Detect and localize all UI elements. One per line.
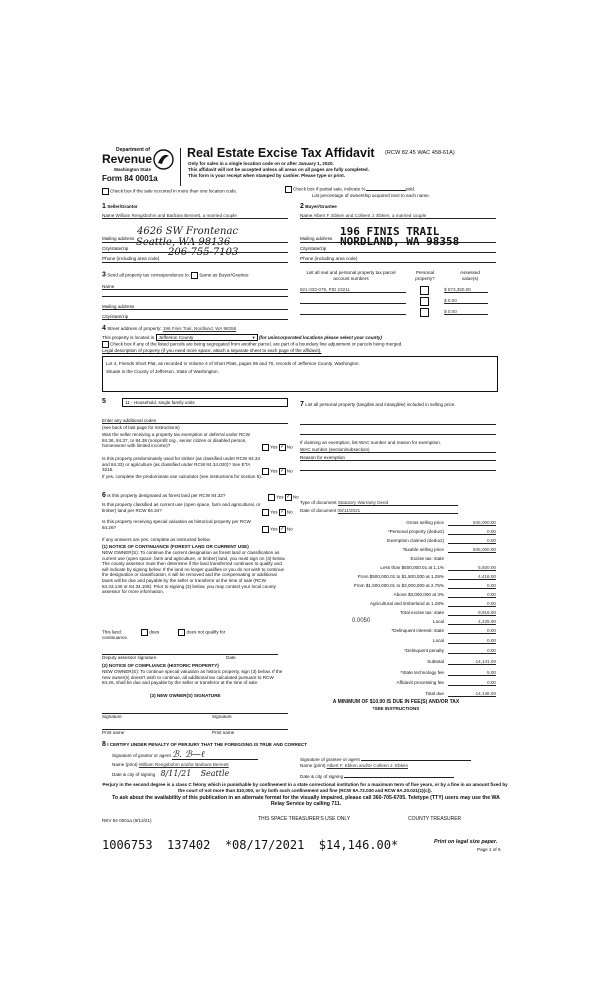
ownership-note: List percentage of ownership acquired next to each name. xyxy=(312,193,430,198)
s6q1-yes-checkbox[interactable] xyxy=(268,494,275,501)
grantor-signature-row: Signature of grantor or agent ℬ. ℬ—ℓ xyxy=(112,753,298,760)
tax-value[interactable]: 0.00 xyxy=(448,628,496,634)
see-instructions: *SEE INSTRUCTIONS xyxy=(372,706,420,711)
s6q3-yes-checkbox[interactable] xyxy=(262,526,269,533)
parcel-number[interactable] xyxy=(300,309,406,315)
section5-q2: Is this property predominately used for timber (as classified under RCW 84.34 and 84.33) or agriculture (as classified under RCW 84.34.020)? See ETA 3215. xyxy=(102,456,261,473)
section3-heading: 3 Send all property tax correspondence to: Same as Buyer/Grantee xyxy=(102,271,249,279)
accessibility-notice: To ask about the availability of this publication in an alternate format for the visually impaired, please call 360-705-6705. Teletype (TTY) users may use the WA Relay Service by calling 711. xyxy=(112,795,500,807)
tax-value[interactable]: 845,000.00 xyxy=(448,547,496,553)
local-rate[interactable]: 0.0050 xyxy=(352,618,371,624)
grantor-signature[interactable]: ℬ. ℬ—ℓ xyxy=(172,753,258,760)
tax-value[interactable]: 0.00 xyxy=(448,538,496,544)
continuance-label: continuance. xyxy=(102,635,129,640)
grantor-city[interactable]: Seattle xyxy=(200,769,230,778)
section6-q1-answer: Yes ✓ No xyxy=(268,494,299,501)
parcel-col2-header: Personal property? xyxy=(415,270,435,281)
buyer-heading: 2 Buyer/Grantee xyxy=(300,203,337,210)
personal-property-checkbox[interactable] xyxy=(420,297,429,306)
partial-sale-checkbox[interactable] xyxy=(285,186,292,193)
buyer-name: Albert F. Ebken and Colleen J. Ebken, a married couple xyxy=(313,213,427,218)
parcel-row xyxy=(300,285,496,294)
tax-value[interactable]: 0.00 xyxy=(448,583,496,589)
form-number: Form 84 0001a xyxy=(102,174,158,183)
section5-q1: Was the seller receiving a property tax exemption or deferral under RCW 84.36, 84.37, or 84.38 (nonprofit org., senior citizen or disabled person, homeowner with limited income)? xyxy=(102,432,250,449)
seller-heading: 1 Seller/Grantor xyxy=(102,203,138,210)
parcel-row xyxy=(300,296,496,305)
dept-revenue: Revenue xyxy=(102,152,153,166)
section5-q1-answer: Yes ✓ No xyxy=(262,444,293,451)
county-treasurer: COUNTY TREASURER xyxy=(408,816,462,822)
q1-yes-checkbox[interactable] xyxy=(262,444,269,451)
assessed-value[interactable]: $ 0.00 xyxy=(444,309,488,315)
header-note2: This affidavit will not be accepted unless all areas on all pages are fully completed. xyxy=(188,167,369,172)
treasurer-stamp: 1006753 137402 *08/17/2021 $14,146.00* xyxy=(102,838,399,852)
buyer-phone-row: Phone (including area code) xyxy=(300,253,496,263)
doc-date-value[interactable]: 08/11/2021 xyxy=(338,508,458,514)
minimum-due: A MINIMUM OF $10.00 IS DUE IN FEE(S) AND/OR TAX xyxy=(332,699,460,705)
multi-location-checkbox[interactable] xyxy=(102,188,109,195)
tax-value[interactable]: 0.00 xyxy=(448,680,496,686)
street-address-value[interactable]: 196 Finis Trail, Nordland, WA 98358 xyxy=(162,326,237,331)
personal-property-checkbox[interactable] xyxy=(420,286,429,295)
tax-value[interactable]: 4,225.00 xyxy=(448,619,496,625)
tax-value[interactable]: 845,000.00 xyxy=(448,520,496,526)
c2-body: NEW OWNER(S): To continue special valuation as historic property, sign (3) below. If the new owner(s) doesn't wish to continue, all additional tax calculated pursuant to RCW 84.26, shall be due and payable by the seller or transferor at the time of sale. xyxy=(102,669,283,686)
segregated-checkbox[interactable] xyxy=(102,341,109,348)
personal-property-checkbox[interactable] xyxy=(420,308,429,317)
section5-num: 5 xyxy=(102,398,106,405)
seller-phone-row: Phone (including area code) 206-755-7103 xyxy=(102,253,288,263)
legal-paper-note: Print on legal size paper. xyxy=(434,839,498,845)
treasurer-use: THIS SPACE TREASURER'S USE ONLY xyxy=(258,816,351,822)
legal-description-box[interactable] xyxy=(102,356,498,392)
section5-q2-answer: Yes ✓ No xyxy=(262,468,293,475)
s6q3-no-checkbox[interactable]: ✓ xyxy=(280,526,285,532)
does-not-checkbox[interactable] xyxy=(178,629,185,636)
legal-description-label: Legal description of property (if you need more space, attach a separate sheet to each page of the affidavit). xyxy=(102,348,322,353)
buyer-mailing-row: Mailing address 196 FINIS TRAIL xyxy=(300,233,496,243)
header-note1: Only for sales in a single location code on or after January 1, 2020. xyxy=(188,161,334,166)
section5-q2b: If yes, complete the predominate use calculator (see instructions for section 5). xyxy=(102,474,263,479)
seller-mailing-row: Mailing address 4626 SW Frontenac xyxy=(102,233,288,243)
doc-date-row: Date of document 08/11/2021 xyxy=(300,508,496,514)
seller-name-row: Name William Rengsbohm and Barbara Bennett, a married couple xyxy=(102,213,288,219)
grantee-date[interactable] xyxy=(344,772,454,778)
parcel-number[interactable] xyxy=(300,298,406,304)
reason-row: Reason for exemption xyxy=(300,455,496,461)
s6q1-no-checkbox[interactable]: ✓ xyxy=(286,494,291,500)
county-row: This property is located in Jefferson County ▼ (for unincorporated locations please select your county) xyxy=(102,335,382,340)
perjury-notice: Perjury in the second degree is a class C felony which is punishable by confinement in a state correctional institution for a maximum term of five years, or by a fine in an amount fixed by the court of not more than $10,000, or by both such confinement and fine (RCW 9A.72.030 and RCW 9A.20.021(1)(c)). xyxy=(102,782,508,793)
buyer-mailing-value[interactable]: 196 FINIS TRAIL xyxy=(340,225,440,238)
section3-blank-line xyxy=(102,296,288,297)
tax-calculation: Gross selling price 845,000.00 *Personal property (deduct) 0.00 Exemption claimed (deduct) 0.00 Taxable selling price 845,000.00 Excise tax: state Less than $500,000.01 at 1.1% 5,500.00 From $500,000.01 to $1,500,000 at 1.28% 4,416.00 From $1,500,000.01 to $3,000,000 at 2.75% 0.00 Above $3,000,000 at 3% 0.00 Agricultural and timberland at 1.28% 0.00 Total excise tax: state 9,916.00 0.0050 Local 4,225.00 *Delinquent interest: state 0.00 Local 0.00 *Delinquent penalty 0.00 Subtotal 14,141.00 *State technology fee 5.00 Affidavit processing fee 0.00 Total due 14,146.00 A MINIMUM OF $10.00 IS DUE IN FEE(S) AND/OR TAX *SEE INSTRUCTIONS xyxy=(296,520,496,750)
assessed-value[interactable]: $ 573,350.00 xyxy=(444,287,488,293)
c2-title: (2) NOTICE OF COMPLIANCE (HISTORIC PROPERTY) xyxy=(102,663,219,668)
same-as-buyer-checkbox[interactable] xyxy=(191,272,198,279)
section6-q3-answer: Yes ✓ No xyxy=(262,526,293,533)
form-title: Real Estate Excise Tax Affidavit xyxy=(187,146,375,160)
legal-line2: Situate in the County of Jefferson, State of Washington. xyxy=(106,369,219,374)
street-address-row: 4 Street address of property: 196 Finis Trail, Nordland, WA 98358 xyxy=(102,325,237,332)
buyer-city-value[interactable]: NORDLAND, WA 98358 xyxy=(340,235,460,248)
doc-type-value[interactable]: Statutory Warranty Deed xyxy=(338,500,458,506)
section7-heading: 7 List all personal property (tangible and intangible) included in selling price. xyxy=(300,401,456,408)
personal-property-line xyxy=(300,424,496,425)
section3-city-row: City/state/zip xyxy=(102,314,288,320)
grantor-date[interactable]: 8/11/21 xyxy=(160,769,192,778)
grantor-name[interactable]: William Rengsbohm and/or Barbara Bennett xyxy=(138,762,229,767)
partial-sale-row: Check box if partial sale, indicate % sold. xyxy=(285,186,415,193)
reason-line xyxy=(300,470,496,471)
section6-q1: 6 Is this property designated as forest land per RCW 84.33? xyxy=(102,492,226,499)
assessed-value[interactable]: $ 0.00 xyxy=(444,298,488,304)
segregated-row: Check box if any of the listed parcels are being segregated from another parcel, are part of a boundary line adjustment or parcels being merged. xyxy=(102,341,403,348)
grantee-date-row: Date & city of signing xyxy=(300,772,496,779)
parcel-number[interactable]: 921-033-079, PID 23211 xyxy=(300,287,406,293)
tax-value[interactable]: 0.00 xyxy=(448,529,496,535)
header-divider xyxy=(180,148,181,186)
tax-value[interactable]: 14,141.00 xyxy=(448,659,496,665)
tax-value[interactable]: 9,916.00 xyxy=(448,610,496,616)
tax-value[interactable]: 0.00 xyxy=(448,592,496,598)
parcel-col3-header: Assessed value(s) xyxy=(460,270,480,281)
seller-city-row: City/state/zip Seattle, WA 98136 xyxy=(102,243,288,253)
tax-value[interactable]: 5.00 xyxy=(448,670,496,676)
header-note3: This form is your receipt when stamped by cashier. Please type or print. xyxy=(188,173,346,178)
county-select[interactable]: Jefferson County ▼ xyxy=(156,334,258,341)
grantor-name-row: Name (print) William Rengsbohm and/or Barbara Bennett xyxy=(112,762,229,767)
multi-location-row: Check box if the sale occurred in more than one location code. xyxy=(102,188,237,195)
deputy-assessor-row: Deputy assessor signature Date xyxy=(102,654,278,660)
tax-value[interactable]: 0.00 xyxy=(448,601,496,607)
doc-type-row: Type of document Statutory Warranty Deed xyxy=(300,500,496,506)
new-owner-signature-row: Signature Signature xyxy=(102,713,288,719)
q1-no-checkbox[interactable]: ✓ xyxy=(280,444,285,450)
section6-q2: Is this property classified as current use (open space, farm and agricultural, or timber) land per RCW 84.34? xyxy=(102,502,261,513)
section6-q2-answer: Yes ✓ No xyxy=(262,509,293,516)
new-owner-printname-row: Print name Print name xyxy=(102,729,288,735)
c3-title: (3) NEW OWNER(S) SIGNATURE xyxy=(150,693,221,698)
this-land-row: This land: does does not qualify for xyxy=(102,629,226,635)
grantor-date-row: Date & city of signing 8/11/21 Seattle xyxy=(112,769,230,778)
section3-name-row: Name xyxy=(102,284,288,290)
buyer-city-row: City/state/zip NORDLAND, WA 98358 xyxy=(300,243,496,253)
dept-state: Washington State xyxy=(114,167,151,172)
dept-line1: Department of xyxy=(116,147,150,153)
seller-mailing-value[interactable]: 4626 SW Frontenac xyxy=(137,226,239,237)
chevron-down-icon: ▼ xyxy=(251,335,256,340)
buyer-name-row: Name Albert F. Ebken and Colleen J. Ebken, a married couple xyxy=(300,213,496,219)
personal-property-line xyxy=(300,434,496,435)
q2-no-checkbox[interactable]: ✓ xyxy=(280,468,285,474)
revenue-logo xyxy=(102,148,174,190)
seller-name: William Rengsbohm and Barbara Bennett, a married couple xyxy=(115,213,237,218)
grantee-name[interactable]: Albert F. Ebken and/or Colleen J. Ebken xyxy=(326,763,409,768)
addl-codes-note: (see back of last page for instructions) xyxy=(102,425,180,430)
tax-value[interactable]: 14,146.00 xyxy=(448,691,496,697)
tax-value[interactable]: 0.00 xyxy=(448,648,496,654)
tax-value[interactable]: 5,500.00 xyxy=(448,565,496,571)
page-number: Page 1 of 6 xyxy=(477,847,501,852)
use-code-select[interactable]: 11 - Household, single family units xyxy=(122,398,288,407)
tax-value[interactable]: 0.00 xyxy=(448,638,496,644)
certify-line: 8 I CERTIFY UNDER PENALTY OF PERJURY THAT THE FOREGOING IS TRUE AND CORRECT xyxy=(102,741,308,748)
exemption-label: If claiming an exemption, list WAC number and reason for exemption. xyxy=(300,440,442,445)
wac-row: WAC number (section/subsection) xyxy=(300,447,496,453)
section6-instr: If any answers are yes, complete as instructed below. xyxy=(102,537,211,542)
grantee-signature[interactable] xyxy=(361,755,471,761)
parcel-row xyxy=(300,307,496,316)
does-checkbox[interactable] xyxy=(141,629,148,636)
form-cite: (RCW 82.45 WAC 458-61A) xyxy=(385,150,455,156)
addl-codes-row: Enter any additional codes xyxy=(102,418,288,424)
section6-q3: Is this property receiving special valuation as historical property per RCW 84.26? xyxy=(102,519,251,530)
parcel-col1-header: List all real and personal property tax parcel account numbers xyxy=(306,270,396,281)
revenue-emblem-icon xyxy=(153,149,174,170)
section3-mailing-row: Mailing address xyxy=(102,304,288,310)
legal-line1: Lot 4, Friends Short Plat, as recorded in Volume 4 of Short Plats, pages 69 and 70, records of Jefferson County, Washington. xyxy=(106,361,360,366)
grantee-signature-row: Signature of grantee or agent xyxy=(300,755,496,762)
c1-title: (1) NOTICE OF CONTINUANCE (FOREST LAND OR CURRENT USE) xyxy=(102,544,249,549)
seller-phone-value[interactable]: 206-755-7103 xyxy=(168,247,239,258)
revision: REV 84 0001a (9/12/21) xyxy=(102,818,152,823)
c1-body: NEW OWNER(S): To continue the current designation as forest land or classification as current use (open space, farm and agriculture, or timber) land, you must sign on (3) below. The county assessor must then determine if the land transferred continues to qualify and will indicate by signing below. If the land no longer qualifies or you do not wish to continue the designation or classification, it will be removed and the compensating or additional taxes will be due and payable by the seller or transferor at the time of sale (RCW 84.33.140 or 84.34.108). Prior to signing (3) below, you may contact your local county assessor for more information. xyxy=(102,550,286,595)
seller-city-value[interactable]: Seattle, WA 98136 xyxy=(136,237,231,248)
s6q2-no-checkbox[interactable]: ✓ xyxy=(280,509,285,515)
s6q2-yes-checkbox[interactable] xyxy=(262,509,269,516)
grantee-name-row: Name (print) Albert F. Ebken and/or Colleen J. Ebken xyxy=(300,763,409,768)
tax-value[interactable]: 4,416.00 xyxy=(448,574,496,580)
